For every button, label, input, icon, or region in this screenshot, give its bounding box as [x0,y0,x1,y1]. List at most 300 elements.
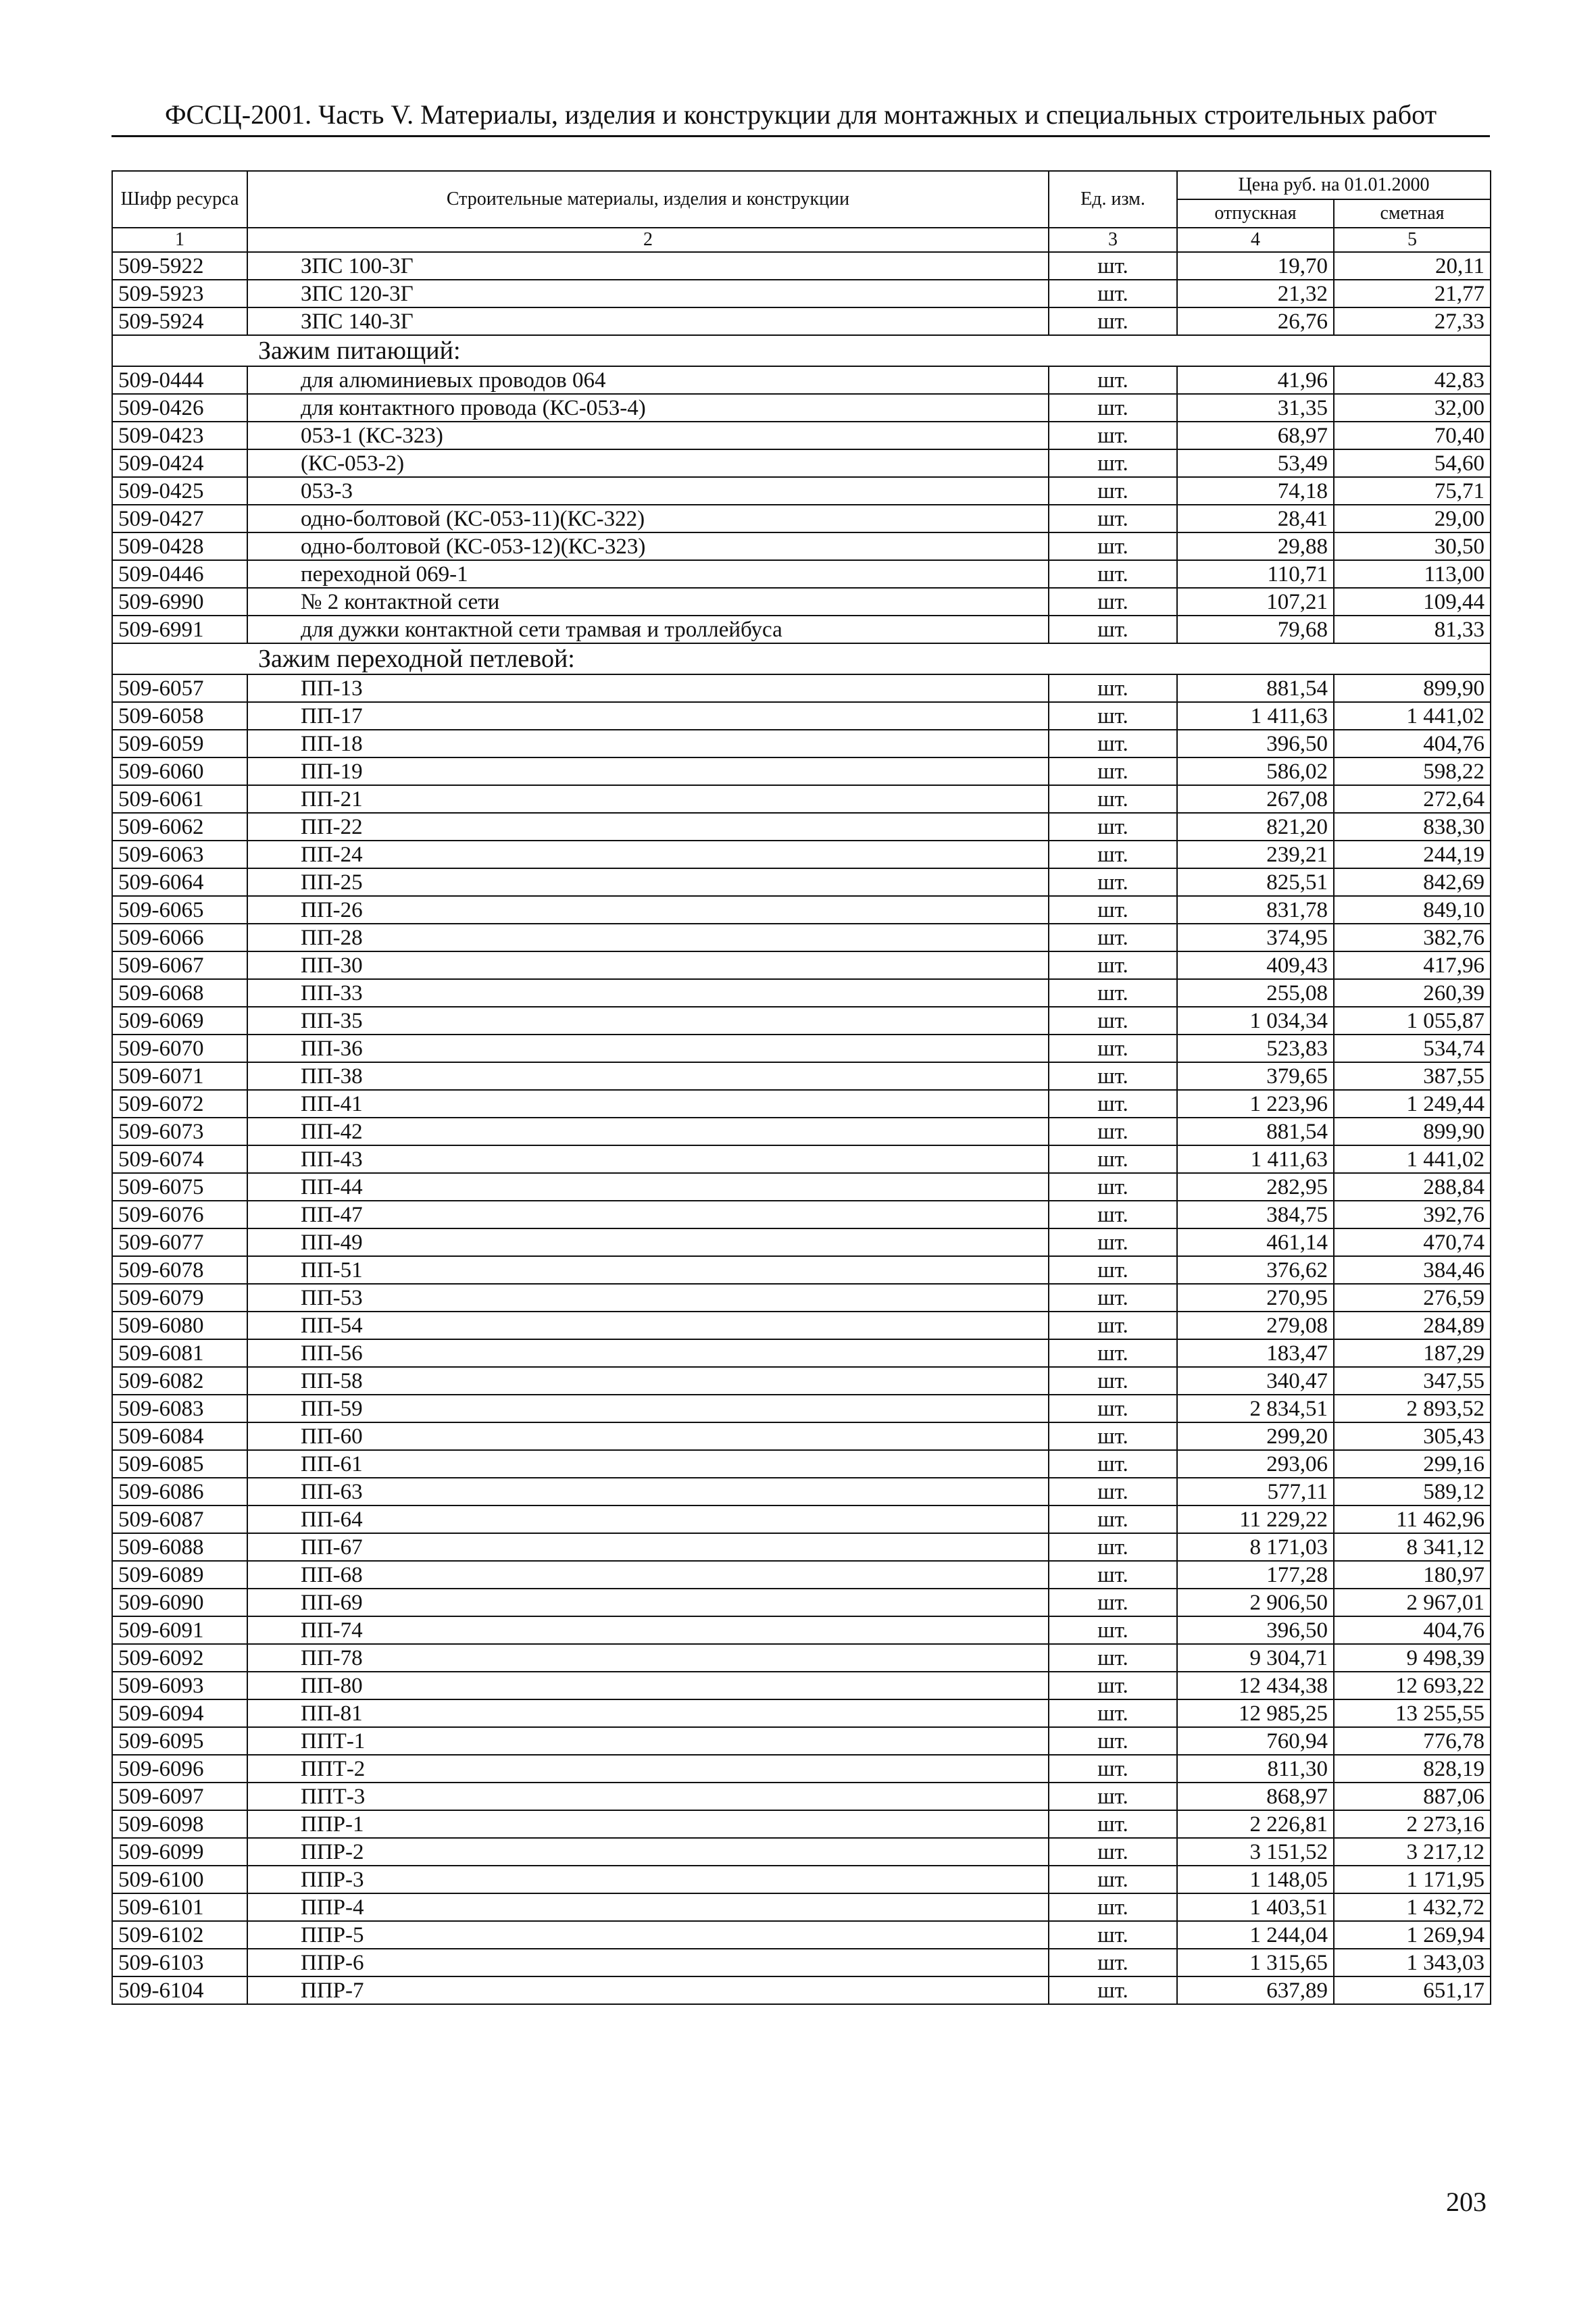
unit-cell: шт. [1049,1672,1177,1699]
estimate-price-cell: 54,60 [1334,449,1491,477]
resource-code-cell: 509-6091 [112,1616,247,1644]
resource-code-cell: 509-6088 [112,1533,247,1561]
unit-cell: шт. [1049,1422,1177,1450]
table-row [112,1976,1491,2004]
material-name-cell: ПП-38 [247,1062,1049,1090]
release-price-cell: 12 434,38 [1177,1672,1334,1699]
material-name-cell: ПП-28 [247,924,1049,951]
material-name-cell: (КС-053-2) [247,449,1049,477]
material-name-cell: ПП-21 [247,785,1049,813]
unit-cell: шт. [1049,366,1177,394]
release-price-cell: 12 985,25 [1177,1699,1334,1727]
unit-cell: шт. [1049,1616,1177,1644]
estimate-price-cell: 417,96 [1334,951,1491,979]
page-number: 203 [1446,2187,1487,2217]
estimate-price-cell: 842,69 [1334,868,1491,896]
material-name-cell: ПП-36 [247,1035,1049,1062]
resource-code-cell: 509-6067 [112,951,247,979]
release-price-cell: 1 148,05 [1177,1866,1334,1893]
material-name-cell: ЗПС 100-3Г [247,252,1049,280]
table-row [112,1450,1491,1478]
material-name-cell: ПП-74 [247,1616,1049,1644]
material-name-cell: ПП-67 [247,1533,1049,1561]
release-price-cell: 881,54 [1177,674,1334,702]
estimate-price-cell: 21,77 [1334,280,1491,307]
material-name-cell: ППР-4 [247,1893,1049,1921]
material-name-cell: ППР-5 [247,1921,1049,1949]
estimate-price-cell: 384,46 [1334,1256,1491,1284]
estimate-price-cell: 299,16 [1334,1450,1491,1478]
release-price-cell: 760,94 [1177,1727,1334,1755]
resource-code-cell: 509-0426 [112,394,247,422]
estimate-price-cell: 1 432,72 [1334,1893,1491,1921]
estimate-price-cell: 387,55 [1334,1062,1491,1090]
estimate-price-cell: 404,76 [1334,1616,1491,1644]
table-row [112,1035,1491,1062]
release-price-cell: 2 906,50 [1177,1589,1334,1616]
estimate-price-cell: 113,00 [1334,560,1491,588]
table-row [112,1838,1491,1866]
unit-cell: шт. [1049,1699,1177,1727]
table-row [112,366,1491,394]
table-row [112,1422,1491,1450]
unit-cell: шт. [1049,616,1177,643]
unit-cell: шт. [1049,252,1177,280]
release-price-cell: 183,47 [1177,1339,1334,1367]
unit-cell: шт. [1049,1893,1177,1921]
resource-code-cell: 509-6095 [112,1727,247,1755]
estimate-price-cell: 887,06 [1334,1783,1491,1810]
release-price-cell: 279,08 [1177,1312,1334,1339]
release-price-cell: 821,20 [1177,813,1334,841]
unit-cell: шт. [1049,1201,1177,1228]
release-price-cell: 637,89 [1177,1976,1334,2004]
estimate-price-cell: 404,76 [1334,730,1491,757]
table-row [112,280,1491,307]
header-price-release: отпускная [1177,199,1334,228]
estimate-price-cell: 75,71 [1334,477,1491,505]
table-row [112,896,1491,924]
unit-cell: шт. [1049,841,1177,868]
release-price-cell: 282,95 [1177,1173,1334,1201]
resource-code-cell: 509-6074 [112,1145,247,1173]
material-name-cell: ПП-47 [247,1201,1049,1228]
table-row [112,394,1491,422]
material-name-cell: ПП-42 [247,1118,1049,1145]
unit-cell: шт. [1049,307,1177,335]
resource-code-cell: 509-6060 [112,757,247,785]
release-price-cell: 255,08 [1177,979,1334,1007]
unit-cell: шт. [1049,1312,1177,1339]
material-name-cell: ЗПС 140-3Г [247,307,1049,335]
estimate-price-cell: 828,19 [1334,1755,1491,1783]
table-row [112,1256,1491,1284]
estimate-price-cell: 11 462,96 [1334,1505,1491,1533]
table-row [112,1533,1491,1561]
estimate-price-cell: 244,19 [1334,841,1491,868]
release-price-cell: 340,47 [1177,1367,1334,1395]
unit-cell: шт. [1049,813,1177,841]
table-row [112,1644,1491,1672]
estimate-price-cell: 1 441,02 [1334,702,1491,730]
table-row [112,730,1491,757]
release-price-cell: 267,08 [1177,785,1334,813]
release-price-cell: 396,50 [1177,1616,1334,1644]
release-price-cell: 1 223,96 [1177,1090,1334,1118]
table-row [112,1173,1491,1201]
release-price-cell: 28,41 [1177,505,1334,532]
unit-cell: шт. [1049,868,1177,896]
table-row [112,1395,1491,1422]
material-name-cell: ПП-59 [247,1395,1049,1422]
resource-code-cell: 509-6066 [112,924,247,951]
release-price-cell: 811,30 [1177,1755,1334,1783]
estimate-price-cell: 42,83 [1334,366,1491,394]
unit-cell: шт. [1049,477,1177,505]
material-name-cell: ПП-51 [247,1256,1049,1284]
material-name-cell: ППР-2 [247,1838,1049,1866]
release-price-cell: 299,20 [1177,1422,1334,1450]
estimate-price-cell: 32,00 [1334,394,1491,422]
material-name-cell: ПП-60 [247,1422,1049,1450]
material-name-cell: ПП-63 [247,1478,1049,1505]
release-price-cell: 31,35 [1177,394,1334,422]
column-number-row [112,228,1491,252]
unit-cell: шт. [1049,588,1177,616]
estimate-price-cell: 27,33 [1334,307,1491,335]
table-row [112,1783,1491,1810]
unit-cell: шт. [1049,1256,1177,1284]
release-price-cell: 8 171,03 [1177,1533,1334,1561]
unit-cell: шт. [1049,1921,1177,1949]
estimate-price-cell: 180,97 [1334,1561,1491,1589]
material-name-cell: ПП-30 [247,951,1049,979]
material-name-cell: ПП-33 [247,979,1049,1007]
estimate-price-cell: 347,55 [1334,1367,1491,1395]
release-price-cell: 384,75 [1177,1201,1334,1228]
material-name-cell: для контактного провода (КС-053-4) [247,394,1049,422]
material-name-cell: ПП-81 [247,1699,1049,1727]
column-number: 2 [247,228,1049,252]
estimate-price-cell: 81,33 [1334,616,1491,643]
estimate-price-cell: 1 269,94 [1334,1921,1491,1949]
resource-code-cell: 509-6070 [112,1035,247,1062]
estimate-price-cell: 1 343,03 [1334,1949,1491,1976]
estimate-price-cell: 2 893,52 [1334,1395,1491,1422]
estimate-price-cell: 305,43 [1334,1422,1491,1450]
estimate-price-cell: 534,74 [1334,1035,1491,1062]
resource-code-cell: 509-6076 [112,1201,247,1228]
estimate-price-cell: 838,30 [1334,813,1491,841]
unit-cell: шт. [1049,1145,1177,1173]
table-row [112,924,1491,951]
table-row [112,1755,1491,1783]
resource-code-cell: 509-6101 [112,1893,247,1921]
table-row [112,1312,1491,1339]
release-price-cell: 831,78 [1177,896,1334,924]
table-row [112,1090,1491,1118]
resource-code-cell: 509-6064 [112,868,247,896]
estimate-price-cell: 12 693,22 [1334,1672,1491,1699]
unit-cell: шт. [1049,1062,1177,1090]
material-name-cell: одно-болтовой (КС-053-11)(КС-322) [247,505,1049,532]
material-name-cell: ПП-24 [247,841,1049,868]
release-price-cell: 461,14 [1177,1228,1334,1256]
unit-cell: шт. [1049,979,1177,1007]
resource-code-cell: 509-6057 [112,674,247,702]
unit-cell: шт. [1049,785,1177,813]
material-name-cell: переходной 069-1 [247,560,1049,588]
price-table [111,170,1491,2005]
release-price-cell: 26,76 [1177,307,1334,335]
table-row [112,785,1491,813]
resource-code-cell: 509-6086 [112,1478,247,1505]
unit-cell: шт. [1049,1866,1177,1893]
table-row [112,1118,1491,1145]
estimate-price-cell: 849,10 [1334,896,1491,924]
table-row [112,422,1491,449]
material-name-cell: ПП-35 [247,1007,1049,1035]
release-price-cell: 74,18 [1177,477,1334,505]
material-name-cell: ППТ-3 [247,1783,1049,1810]
material-name-cell: ПП-44 [247,1173,1049,1201]
estimate-price-cell: 392,76 [1334,1201,1491,1228]
resource-code-cell: 509-6061 [112,785,247,813]
estimate-price-cell: 470,74 [1334,1228,1491,1256]
resource-code-cell: 509-6100 [112,1866,247,1893]
release-price-cell: 376,62 [1177,1256,1334,1284]
table-row [112,1062,1491,1090]
material-name-cell: для алюминиевых проводов 064 [247,366,1049,394]
resource-code-cell: 509-6075 [112,1173,247,1201]
estimate-price-cell: 899,90 [1334,674,1491,702]
resource-code-cell: 509-0425 [112,477,247,505]
release-price-cell: 21,32 [1177,280,1334,307]
unit-cell: шт. [1049,1478,1177,1505]
resource-code-cell: 509-6063 [112,841,247,868]
material-name-cell: ПП-26 [247,896,1049,924]
release-price-cell: 825,51 [1177,868,1334,896]
estimate-price-cell: 776,78 [1334,1727,1491,1755]
column-number: 5 [1334,228,1491,252]
unit-cell: шт. [1049,449,1177,477]
resource-code-cell: 509-6089 [112,1561,247,1589]
resource-code-cell: 509-6080 [112,1312,247,1339]
table-row [112,1616,1491,1644]
resource-code-cell: 509-6097 [112,1783,247,1810]
resource-code-cell: 509-6069 [112,1007,247,1035]
table-row [112,1505,1491,1533]
material-name-cell: для дужки контактной сети трамвая и троллейбуса [247,616,1049,643]
estimate-price-cell: 276,59 [1334,1284,1491,1312]
release-price-cell: 1 411,63 [1177,702,1334,730]
table-row [112,560,1491,588]
unit-cell: шт. [1049,1090,1177,1118]
estimate-price-cell: 899,90 [1334,1118,1491,1145]
unit-cell: шт. [1049,1755,1177,1783]
material-name-cell: ПП-64 [247,1505,1049,1533]
unit-cell: шт. [1049,1173,1177,1201]
page-header: ФССЦ-2001. Часть V. Материалы, изделия и конструкции для монтажных и специальных строительных работ [111,95,1490,137]
unit-cell: шт. [1049,730,1177,757]
column-number: 3 [1049,228,1177,252]
material-name-cell: ПП-19 [247,757,1049,785]
estimate-price-cell: 1 171,95 [1334,1866,1491,1893]
estimate-price-cell: 2 967,01 [1334,1589,1491,1616]
release-price-cell: 270,95 [1177,1284,1334,1312]
release-price-cell: 9 304,71 [1177,1644,1334,1672]
resource-code-cell: 509-0423 [112,422,247,449]
estimate-price-cell: 3 217,12 [1334,1838,1491,1866]
unit-cell: шт. [1049,1367,1177,1395]
resource-code-cell: 509-5924 [112,307,247,335]
table-row [112,702,1491,730]
estimate-price-cell: 598,22 [1334,757,1491,785]
estimate-price-cell: 272,64 [1334,785,1491,813]
estimate-price-cell: 70,40 [1334,422,1491,449]
release-price-cell: 68,97 [1177,422,1334,449]
unit-cell: шт. [1049,702,1177,730]
table-row [112,1949,1491,1976]
material-name-cell: ЗПС 120-3Г [247,280,1049,307]
release-price-cell: 881,54 [1177,1118,1334,1145]
unit-cell: шт. [1049,1035,1177,1062]
resource-code-cell: 509-6072 [112,1090,247,1118]
release-price-cell: 577,11 [1177,1478,1334,1505]
release-price-cell: 11 229,22 [1177,1505,1334,1533]
resource-code-cell: 509-6093 [112,1672,247,1699]
unit-cell: шт. [1049,896,1177,924]
material-name-cell: ПП-43 [247,1145,1049,1173]
resource-code-cell: 509-6990 [112,588,247,616]
table-row [112,1866,1491,1893]
resource-code-cell: 509-6991 [112,616,247,643]
resource-code-cell: 509-6058 [112,702,247,730]
table-row [112,1339,1491,1367]
table-row [112,674,1491,702]
material-name-cell: ППР-7 [247,1976,1049,2004]
resource-code-cell: 509-5922 [112,252,247,280]
unit-cell: шт. [1049,757,1177,785]
estimate-price-cell: 382,76 [1334,924,1491,951]
material-name-cell: ПП-41 [247,1090,1049,1118]
unit-cell: шт. [1049,560,1177,588]
unit-cell: шт. [1049,951,1177,979]
table-row [112,588,1491,616]
table-row [112,1145,1491,1173]
header-name: Строительные материалы, изделия и конструкции [247,171,1049,228]
table-row [112,532,1491,560]
estimate-price-cell: 20,11 [1334,252,1491,280]
estimate-price-cell: 589,12 [1334,1478,1491,1505]
resource-code-cell: 509-6073 [112,1118,247,1145]
resource-code-cell: 509-6071 [112,1062,247,1090]
material-name-cell: ПП-22 [247,813,1049,841]
header-price-estimate: сметная [1334,199,1491,228]
estimate-price-cell: 29,00 [1334,505,1491,532]
material-name-cell: ПП-25 [247,868,1049,896]
material-name-cell: ПП-56 [247,1339,1049,1367]
table-row [112,1589,1491,1616]
estimate-price-cell: 284,89 [1334,1312,1491,1339]
unit-cell: шт. [1049,674,1177,702]
unit-cell: шт. [1049,1450,1177,1478]
table-body [112,252,1491,2004]
table-row [112,868,1491,896]
estimate-price-cell: 13 255,55 [1334,1699,1491,1727]
material-name-cell: ПП-58 [247,1367,1049,1395]
resource-code-cell: 509-6084 [112,1422,247,1450]
release-price-cell: 29,88 [1177,532,1334,560]
estimate-price-cell: 2 273,16 [1334,1810,1491,1838]
release-price-cell: 379,65 [1177,1062,1334,1090]
unit-cell: шт. [1049,1007,1177,1035]
table-row [112,951,1491,979]
material-name-cell: ПП-13 [247,674,1049,702]
resource-code-cell: 509-6065 [112,896,247,924]
release-price-cell: 868,97 [1177,1783,1334,1810]
resource-code-cell: 509-6102 [112,1921,247,1949]
unit-cell: шт. [1049,1727,1177,1755]
material-name-cell: ППР-1 [247,1810,1049,1838]
unit-cell: шт. [1049,1838,1177,1866]
estimate-price-cell: 1 249,44 [1334,1090,1491,1118]
estimate-price-cell: 109,44 [1334,588,1491,616]
release-price-cell: 1 315,65 [1177,1949,1334,1976]
resource-code-cell: 509-6077 [112,1228,247,1256]
unit-cell: шт. [1049,1810,1177,1838]
unit-cell: шт. [1049,1533,1177,1561]
table-row [112,1284,1491,1312]
resource-code-cell: 509-0424 [112,449,247,477]
release-price-cell: 79,68 [1177,616,1334,643]
resource-code-cell: 509-6083 [112,1395,247,1422]
estimate-price-cell: 30,50 [1334,532,1491,560]
table-row [112,1478,1491,1505]
resource-code-cell: 509-6078 [112,1256,247,1284]
release-price-cell: 1 403,51 [1177,1893,1334,1921]
table-row [112,252,1491,280]
resource-code-cell: 509-6092 [112,1644,247,1672]
material-name-cell: 053-1 (КС-323) [247,422,1049,449]
table-row [112,1007,1491,1035]
table-row [112,1893,1491,1921]
release-price-cell: 110,71 [1177,560,1334,588]
estimate-price-cell: 651,17 [1334,1976,1491,2004]
unit-cell: шт. [1049,1228,1177,1256]
resource-code-cell: 509-6103 [112,1949,247,1976]
estimate-price-cell: 260,39 [1334,979,1491,1007]
table-row [112,1201,1491,1228]
table-row [112,1921,1491,1949]
table-row [112,1672,1491,1699]
material-name-cell: № 2 контактной сети [247,588,1049,616]
estimate-price-cell: 8 341,12 [1334,1533,1491,1561]
resource-code-cell: 509-6059 [112,730,247,757]
section-row [112,643,1491,674]
table-row [112,449,1491,477]
estimate-price-cell: 9 498,39 [1334,1644,1491,1672]
estimate-price-cell: 187,29 [1334,1339,1491,1367]
release-price-cell: 1 244,04 [1177,1921,1334,1949]
header-unit: Ед. изм. [1049,171,1177,228]
material-name-cell: ПП-17 [247,702,1049,730]
material-name-cell: ПП-78 [247,1644,1049,1672]
resource-code-cell: 509-6096 [112,1755,247,1783]
release-price-cell: 19,70 [1177,252,1334,280]
unit-cell: шт. [1049,1284,1177,1312]
resource-code-cell: 509-6090 [112,1589,247,1616]
